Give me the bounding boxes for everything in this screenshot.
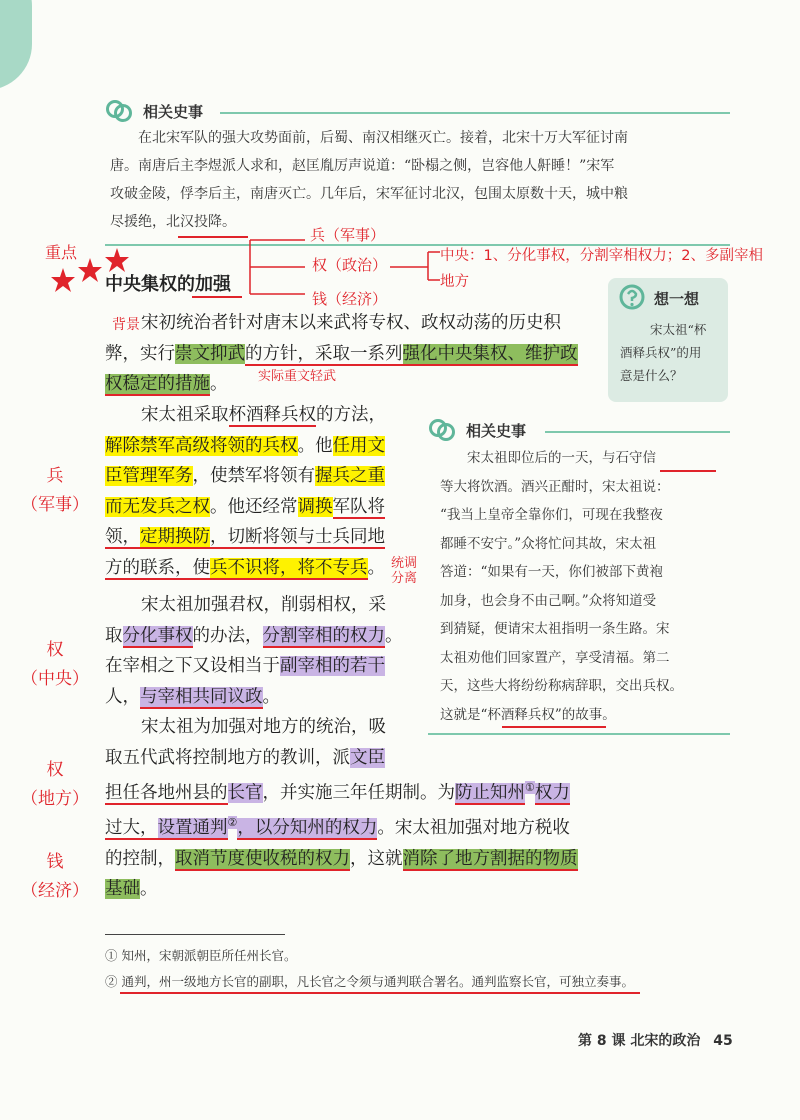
box1-line-2: 唐。南唐后主李煜派人求和，赵匡胤厉声说道：“卧榻之侧，岂容他人鼾睡！”宋军 [110,158,615,174]
background-label: 背景 [112,317,140,333]
think-line-1: 宋太祖“杯 [650,322,707,337]
think-title: 想一想 [654,290,700,308]
highlight-centralize: 强化中央集权、维护政 [402,343,578,364]
underline-footnote-2 [120,992,640,994]
corner-decoration [0,0,32,90]
underline-surrender [178,236,248,238]
think-box [608,278,728,402]
footnote-rule [105,934,285,935]
lesson-title: 第 8 课 北宋的政治 [578,1033,701,1049]
question-icon [618,284,646,312]
tree-quan: 权（政治） [312,256,388,274]
p1-line-2: 弊，实行崇文抑武的方针，采取一系列强化中央集权、维护政 [105,343,578,364]
star-icon [105,248,129,272]
side-note-quan-central: 权 （中央） [21,640,89,689]
paragraph-2: 宋太祖采取杯酒释兵权的方法， 解除禁军高级将领的兵权。他任用文 臣管理军务，使禁军将领有握兵之重 而无发兵之权。他还经常调换军队将 领，定期换防，切断将领与士兵同地 方的联系，使兵不识将，将不专兵。 [105,405,386,578]
paragraph-3: 宋太祖加强君权，削弱相权，采 取分化事权的办法，分割宰相的权力。 在宰相之下又设相当于副宰相的若干 人，与宰相共同议政。 [105,595,403,707]
tree-qian: 钱（经济） [312,290,388,308]
history-icon [428,416,456,444]
page-number: 45 [713,1033,733,1049]
history-icon [105,97,133,125]
underline-name [660,470,716,472]
think-line-2: 酒释兵权”的用 [620,345,702,360]
box1-line-4: 尽援绝，北汉投降。 [110,214,236,230]
tree-bing: 兵（军事） [310,226,386,244]
actual-label: 实际重文轻武 [258,369,337,384]
section-title: 中央集权的加强 [105,274,231,295]
tree-central: 中央：1、分化事权，分割宰相权力；2、多副宰相 [440,248,763,264]
box1-line-3: 攻破金陵，俘李后主，南唐灭亡。几年后，宋军征讨北汉，包围太原数十天，城中粮 [110,186,628,202]
side-note-quan-local: 权 （地方） [21,760,89,809]
header-rule-1 [220,112,730,114]
related-history-header-1 [105,97,203,125]
related-history-title-1: 相关史事 [143,102,204,121]
star-icon [78,258,102,282]
related-history-text-2: 宋太祖即位后的一天，与石守信 等大将饮酒。酒兴正酣时，宋太祖说： “我当上皇帝全靠你们，可现在我整夜 都睡不安宁。”众将忙问其故，宋太祖 答道：“如果有一天，你们被部下黄袍 加身，也会身不由己啊。”众将知道受 到猜疑，便请宋太祖指明一条生路。宋 太祖劝他们回家置产，享受清福。第二 天，这些大将纷纷称病辞职，交出兵权。 这就是“杯酒释兵权”的故事。 [440,450,683,723]
box1-line-1: 在北宋军队的强大攻势面前，后蜀、南汉相继灭亡。接着，北宋十万大军征讨南 [138,130,628,146]
page-footer [578,1030,733,1050]
footnote-1: ① 知州，宋朝派朝臣所任州长官。 [105,948,297,963]
related-history-text-1 [110,124,725,236]
paragraph-1 [105,308,605,400]
related-history-title-2: 相关史事 [466,421,527,440]
tree-local: 地方 [440,274,469,290]
p1-line-3: 权稳定的措施。 [105,374,228,394]
underline-title [192,296,242,298]
footnote-2: ② 通判，州一级地方长官的副职，凡长官之令须与通判联合署名。通判监察长官，可独立奏事。 [105,974,634,989]
header-rule-2 [545,431,730,433]
separation-label: 统调 分离 [391,556,418,586]
key-point-label: 重点 [45,243,78,262]
side-note-qian: 钱 （经济） [21,852,89,901]
side-note-bing: 兵 （军事） [21,466,89,515]
star-icon [51,268,75,292]
related-history-header-2 [428,416,526,444]
paragraph-4: 宋太祖为加强对地方的统治，吸 取五代武将控制地方的教训，派文臣 担任各地州县的长官，并实施三年任期制。为防止知州①权力 过大，设置通判②，以分知州的权力。宋太祖加强对地方税收 的控制，取消节度使收税的权力，这就消除了地方割据的物质 基础。 [105,717,578,900]
p1-line-1: 宋初统治者针对唐末以来武将专权、政权动荡的历史积 [141,313,561,333]
think-line-3: 意是什么？ [620,368,683,383]
think-body [620,318,726,387]
highlight-wen: 崇文抑武 [175,343,245,364]
